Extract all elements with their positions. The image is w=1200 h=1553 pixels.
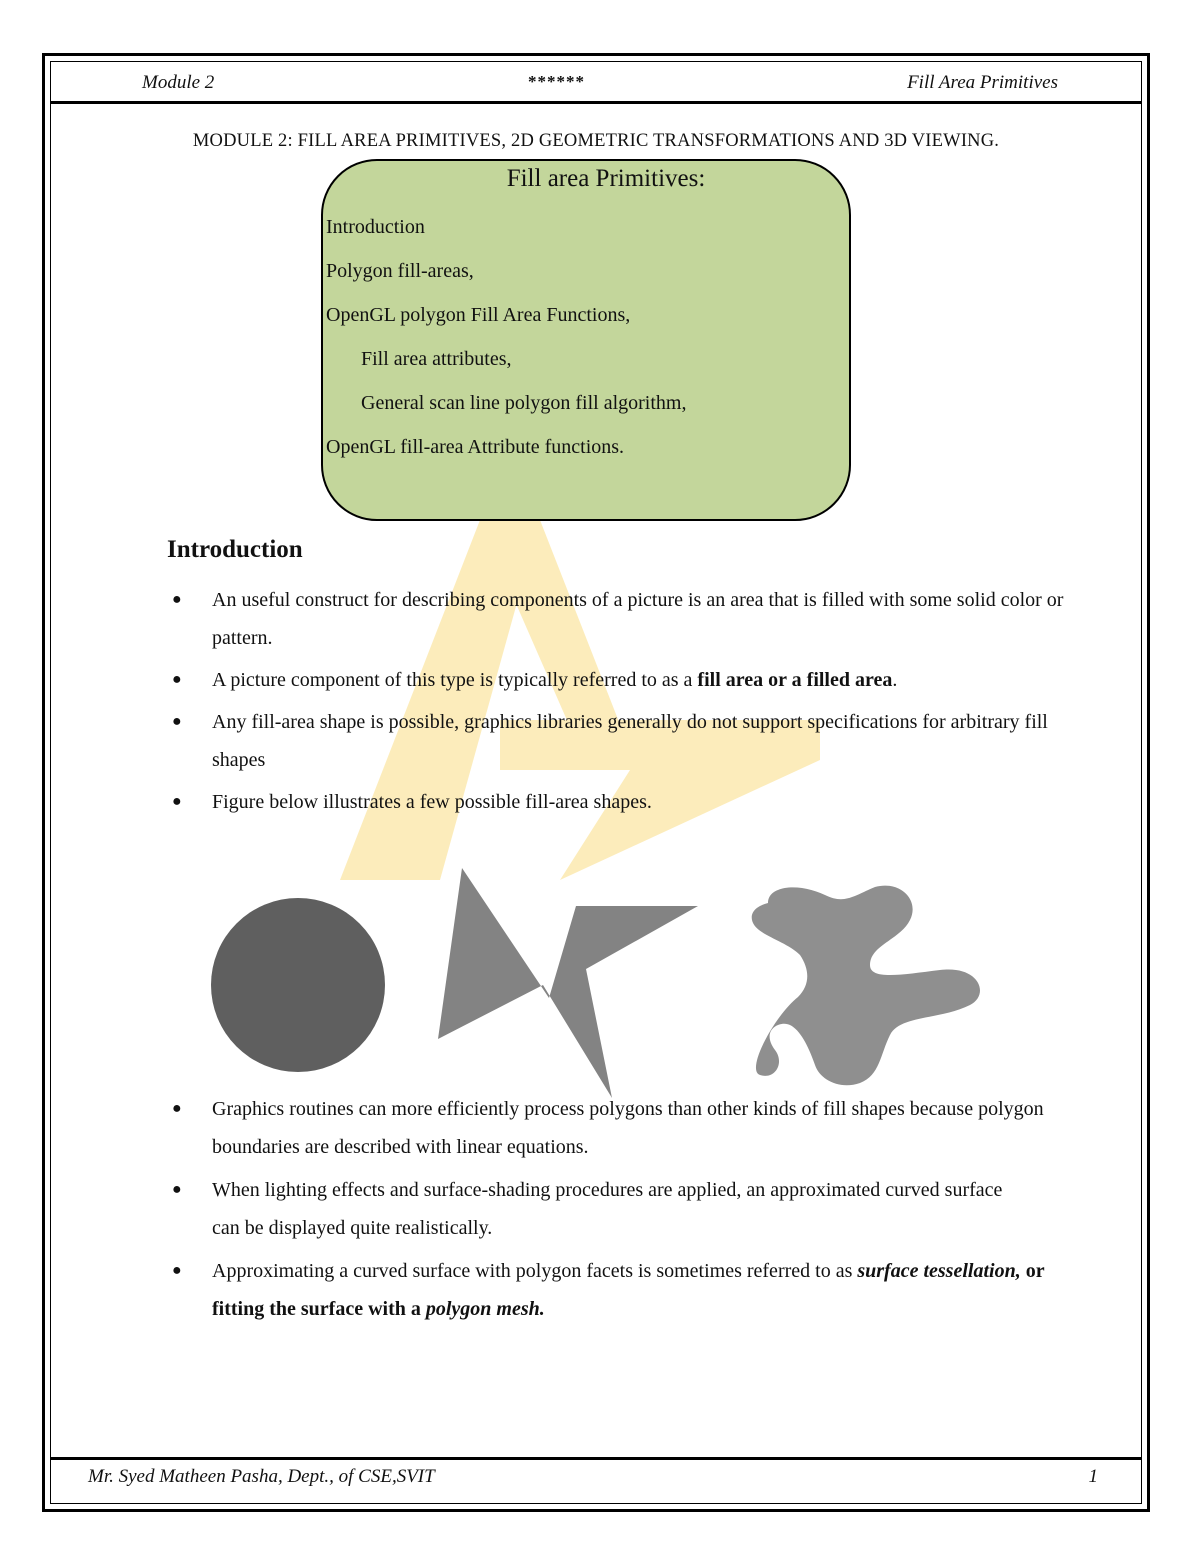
section-heading: Introduction bbox=[167, 536, 303, 563]
footer-rule bbox=[50, 1457, 1142, 1460]
contents-item: OpenGL polygon Fill Area Functions, bbox=[326, 304, 631, 326]
bullet-text: A picture component of this type is typically referred to as a fill area or a filled area. bbox=[212, 669, 898, 691]
bullet-text: Figure below illustrates a few possible fill-area shapes. bbox=[212, 791, 652, 813]
contents-item: Fill area attributes, bbox=[361, 348, 512, 370]
bullet-text: When lighting effects and surface-shading procedures are applied, an approximated curved surface can be displayed quite realistically. bbox=[212, 1179, 1003, 1239]
contents-item: OpenGL fill-area Attribute functions. bbox=[326, 436, 625, 458]
contents-item: Introduction bbox=[326, 216, 425, 238]
bullet-item bbox=[172, 1090, 1072, 1166]
contents-item: Polygon fill-areas, bbox=[326, 260, 474, 282]
footer-author: Mr. Syed Matheen Pasha, Dept., of CSE,SVIT bbox=[88, 1466, 435, 1487]
bullet-icon: ● bbox=[172, 671, 182, 688]
contents-box bbox=[321, 159, 851, 521]
page-number: 1 bbox=[1088, 1466, 1098, 1487]
header-topic-label: Fill Area Primitives bbox=[907, 72, 1058, 93]
bullet-icon: ● bbox=[172, 1181, 182, 1198]
fill-area-shapes-figure bbox=[200, 865, 1000, 1105]
module-title: MODULE 2: FILL AREA PRIMITIVES, 2D GEOMETRIC TRANSFORMATIONS AND 3D VIEWING. bbox=[192, 131, 1000, 151]
watermark-logo bbox=[300, 520, 860, 880]
bullet-item bbox=[172, 1252, 1072, 1328]
header-separator: ****** bbox=[528, 72, 585, 91]
bullet-item bbox=[172, 783, 1072, 821]
bullet-text: Graphics routines can more efficiently process polygons than other kinds of fill shapes because polygon boundaries are described with linear equations. bbox=[212, 1098, 1044, 1158]
contents-item: General scan line polygon fill algorithm, bbox=[361, 392, 687, 414]
bullet-icon: ● bbox=[172, 591, 182, 608]
blob-shape bbox=[752, 886, 980, 1086]
bullet-icon: ● bbox=[172, 1262, 182, 1279]
bullet-item bbox=[172, 581, 1072, 657]
self-intersecting-polygon-shape bbox=[438, 868, 698, 1098]
bold-italic-term: surface tessellation, bbox=[857, 1260, 1021, 1282]
header-module-label: Module 2 bbox=[142, 72, 215, 93]
bullet-text: Approximating a curved surface with polygon facets is sometimes referred to as surface tessellation, or fitting the surface with a polygon mesh. bbox=[212, 1260, 1045, 1320]
watermark-shape bbox=[340, 520, 820, 880]
bullet-item bbox=[172, 703, 1062, 779]
bold-italic-term: polygon mesh. bbox=[425, 1298, 545, 1320]
bullet-text: An useful construct for describing components of a picture is an area that is filled with some solid color or pattern. bbox=[212, 589, 1064, 649]
header-rule bbox=[50, 101, 1142, 104]
bold-term: fill area or a filled area bbox=[697, 669, 893, 691]
contents-box-title: Fill area Primitives: bbox=[506, 165, 706, 192]
bullet-icon: ● bbox=[172, 713, 182, 730]
bullet-text: Any fill-area shape is possible, graphics libraries generally do not support specifications for arbitrary fill shapes bbox=[212, 711, 1048, 771]
bullet-icon: ● bbox=[172, 1100, 182, 1117]
bullet-item bbox=[172, 1171, 1032, 1247]
circle-shape bbox=[211, 898, 385, 1072]
bullet-icon: ● bbox=[172, 793, 182, 810]
bullet-item bbox=[172, 661, 1072, 699]
